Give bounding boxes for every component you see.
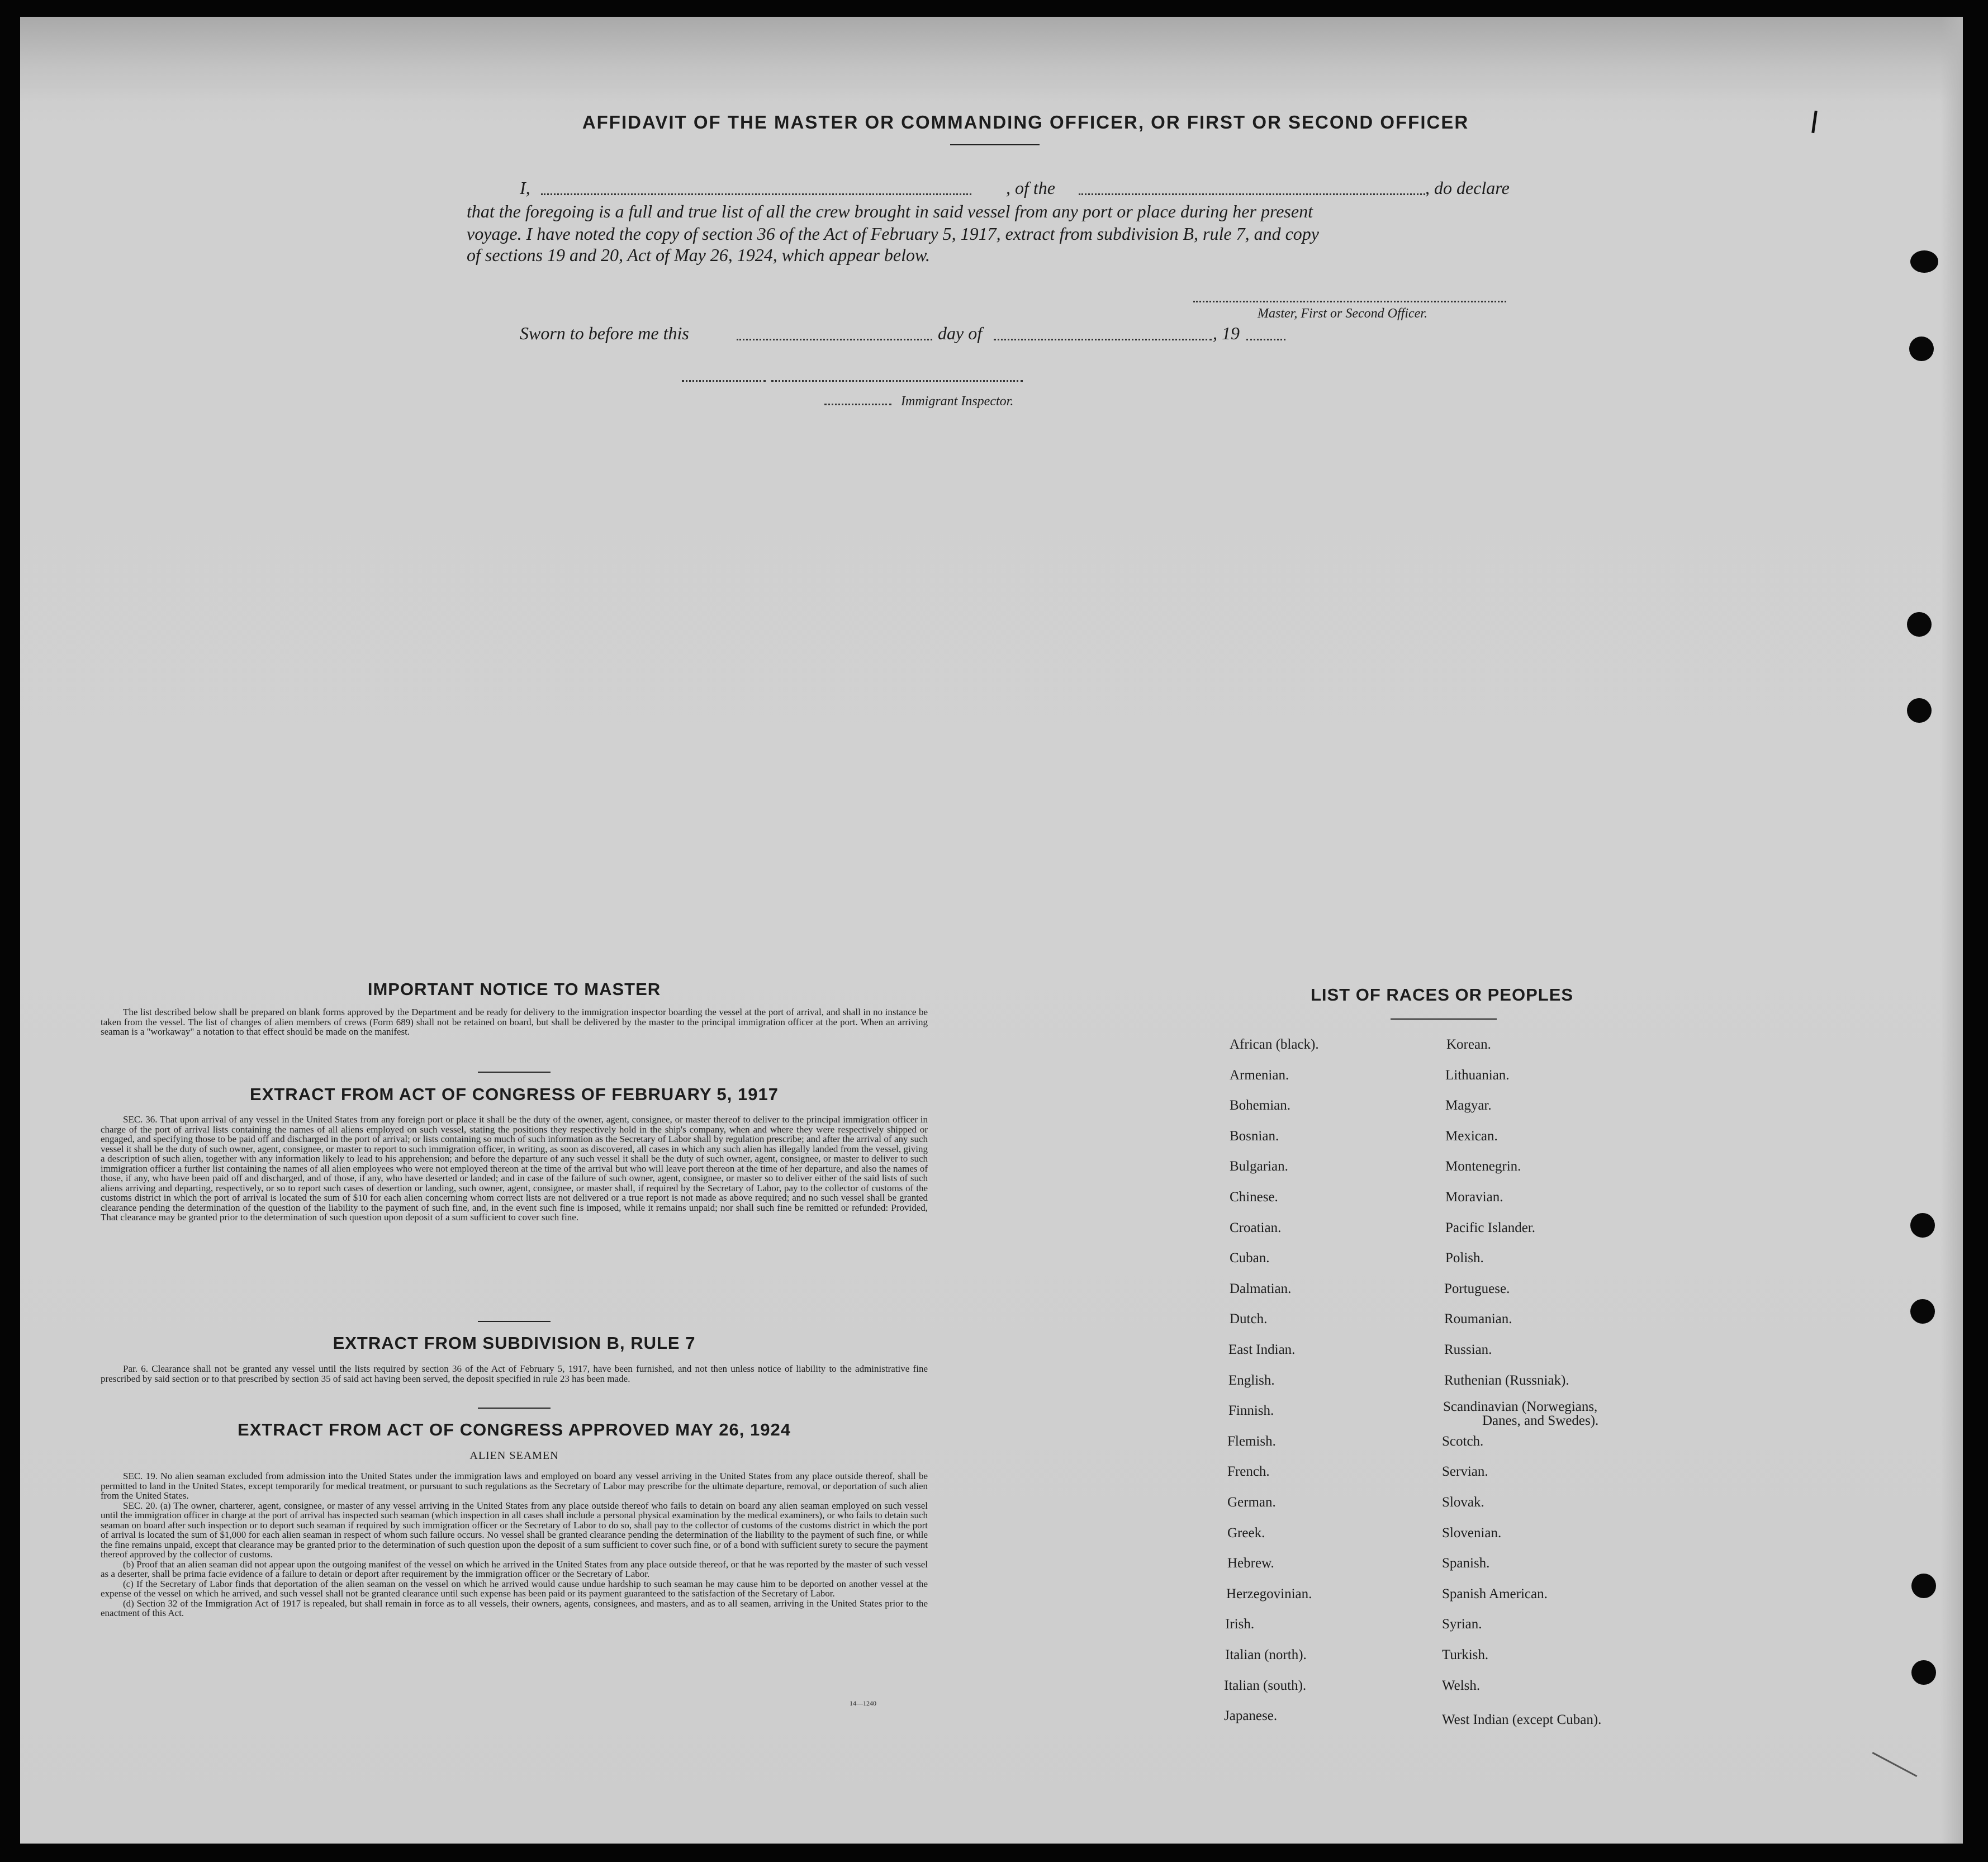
race-item: Japanese. [1224, 1708, 1278, 1723]
race-item: Russian. [1444, 1342, 1492, 1357]
race-item: Slovak. [1442, 1495, 1484, 1510]
race-item: Korean. [1446, 1037, 1491, 1052]
notice-heading: IMPORTANT NOTICE TO MASTER [367, 979, 661, 999]
race-item: English. [1228, 1373, 1275, 1388]
alien-seamen-subheading: ALIEN SEAMEN [469, 1449, 559, 1462]
sec20d-paragraph: (d) Section 32 of the Immigration Act of 1917 is repealed, but shall remain in force as to all vessels, their owners, agents, consignees, and masters, and as to all seamen, arriving in the United States prior to the enactment of this Act. [101, 1598, 928, 1618]
race-item: Bohemian. [1230, 1098, 1291, 1113]
races-rule [1391, 1018, 1497, 1020]
race-item: Herzegovinian. [1226, 1586, 1312, 1602]
punch-hole [1911, 1660, 1936, 1685]
race-item: Chinese. [1230, 1190, 1278, 1205]
sworn-line [520, 323, 1302, 345]
sec19-paragraph: SEC. 19. No alien seaman excluded from admission into the United States under the immigration laws and employed on board any vessel arriving in the United States from any place outside thereof, shall be permitted to land in the United States, except temporarily for medical treatment, or pursuant to such regulations as the Secretary of Labor may prescribe for the ultimate departure, removal, or deportation of such alien from the United States. [101, 1471, 928, 1501]
sec20b-paragraph: (b) Proof that an alien seaman did not appear upon the outgoing manifest of the vessel on which he arrived in the United States from any place outside thereof, or that he was reported by the master of such vessel as a deserter, shall be prima facie evidence of a failure to detain or deport after requirement by the immigration officer or the Secretary of Labor. [101, 1558, 928, 1579]
extract-1917-text [101, 1115, 928, 1223]
extract-1924-heading: EXTRACT FROM ACT OF CONGRESS APPROVED MAY 26, 1924 [238, 1420, 791, 1439]
race-item: Slovenian. [1442, 1525, 1502, 1541]
race-item: German. [1227, 1495, 1276, 1510]
race-item: Mexican. [1445, 1129, 1498, 1144]
race-item: Cuban. [1230, 1250, 1270, 1266]
section-rule [478, 1408, 551, 1409]
inspector-signature-field-2[interactable] [771, 380, 1023, 382]
affidavit-line-3: voyage. I have noted the copy of section 36 of the Act of February 5, 1917, extract from subdivision B, rule 7, and copy [467, 224, 1319, 244]
race-item: Turkish. [1442, 1647, 1489, 1662]
par6-paragraph: Par. 6. Clearance shall not be granted any vessel until the lists required by section 36 of the Act of February 5, 1917, have been furnished, and not then unless notice of liability to the administrative fine prescribed by said section or to that prescribed by section 35 of said act having been served, the deposit specified in rule 23 has been made. [101, 1363, 928, 1384]
vessel-name-field[interactable] [1079, 193, 1425, 195]
race-item: Scandinavian (Norwegians, [1443, 1399, 1598, 1414]
race-item: Bosnian. [1230, 1129, 1279, 1144]
race-item: Italian (north). [1225, 1647, 1307, 1662]
affidavit-line-4: of sections 19 and 20, Act of May 26, 1924, which appear below. [467, 245, 930, 265]
inspector-caption: Immigrant Inspector. [901, 394, 1014, 409]
title-rule [950, 144, 1040, 145]
race-item: Spanish American. [1442, 1586, 1548, 1602]
race-item: East Indian. [1228, 1342, 1296, 1357]
master-signature-caption: Master, First or Second Officer. [1258, 306, 1427, 321]
race-item: Croatian. [1230, 1220, 1282, 1235]
master-signature-field[interactable] [1193, 301, 1506, 302]
extract-rule7-heading: EXTRACT FROM SUBDIVISION B, RULE 7 [333, 1333, 696, 1353]
declarant-label: I, [520, 178, 530, 198]
race-item: Dalmatian. [1230, 1281, 1292, 1296]
race-item: Portuguese. [1444, 1281, 1510, 1296]
declare-label: , do declare [1425, 178, 1510, 198]
inspector-signature-prefix[interactable] [824, 404, 891, 405]
sec20a-paragraph: SEC. 20. (a) The owner, charterer, agent, consignee, or master of any vessel arriving in the United States from any place outside thereof who fails to detain on board any alien seaman employed on such vessel until the immigration officer in charge at the port of arrival has inspected such seaman (which inspection in all cases shall include a personal physical examination by the medical examiners), or who fails to detain such seaman on board after such inspection or to deport such seaman if required by such immigration officer or the Secretary of Labor to do so, shall pay to the collector of customs of the customs district in which the port of arrival is located the sum of $1,000 for each alien seaman in respect of whom such failure occurs. No vessel shall be granted clearance pending the determination of the liability to the payment of such fine, or while the fine remains unpaid, except that clearance may be granted prior to the determination of such question upon the deposit of a sum sufficient to cover such fine, or of a bond with sufficient surety to secure the payment thereof approved by the collector of customs. [101, 1500, 928, 1560]
race-item: Flemish. [1227, 1434, 1276, 1449]
race-item: Lithuanian. [1445, 1068, 1510, 1083]
race-item: Irish. [1225, 1617, 1255, 1632]
race-item: Armenian. [1230, 1068, 1289, 1083]
race-item: Danes, and Swedes). [1482, 1413, 1599, 1428]
sworn-label: Sworn to before me this [520, 323, 689, 343]
race-item: Pacific Islander. [1445, 1220, 1536, 1235]
sworn-year-field[interactable] [1246, 339, 1285, 340]
declarant-name-field[interactable] [541, 193, 971, 195]
race-item: Finnish. [1228, 1403, 1274, 1418]
races-heading: LIST OF RACES OR PEOPLES [1310, 985, 1574, 1005]
vessel-label: , of the [1006, 178, 1055, 198]
race-item: Spanish. [1442, 1556, 1490, 1571]
race-item: Roumanian. [1444, 1311, 1512, 1326]
race-item: Greek. [1227, 1525, 1265, 1541]
extract-1917-heading: EXTRACT FROM ACT OF CONGRESS OF FEBRUARY 5, 1917 [250, 1084, 779, 1104]
sworn-month-field[interactable] [994, 339, 1212, 340]
race-item: Bulgarian. [1230, 1159, 1288, 1174]
race-item: Ruthenian (Russniak). [1444, 1373, 1569, 1388]
race-item: Hebrew. [1227, 1556, 1274, 1571]
race-item: Welsh. [1442, 1678, 1481, 1693]
race-item: Magyar. [1445, 1098, 1492, 1113]
punch-hole [1910, 250, 1938, 273]
punch-hole [1910, 1213, 1935, 1238]
notice-paragraph: The list described below shall be prepared on blank forms approved by the Department and be ready for delivery to the immigration inspector boarding the vessel at the port of arrival, and shall in no instance be taken from the vessel. The list of changes of alien members of crews (Form 689) shall not be retained on board, but shall be delivered by the master to the principal immigration officer at the port. When an arriving seaman is a "workaway" a notation to that effect should be made on the manifest. [101, 1007, 928, 1037]
race-item: French. [1227, 1464, 1270, 1479]
form-number: 14—1240 [850, 1699, 876, 1707]
extract-rule7-text [101, 1364, 928, 1384]
race-item: Servian. [1442, 1464, 1488, 1479]
punch-hole [1907, 612, 1932, 637]
punch-hole [1909, 337, 1934, 361]
punch-hole [1911, 1574, 1936, 1598]
affidavit-line-2: that the foregoing is a full and true list of all the crew brought in said vessel from any port or place during her present [467, 201, 1313, 221]
inspector-signature-field[interactable] [682, 380, 766, 382]
race-item: Syrian. [1442, 1617, 1482, 1632]
punch-hole [1910, 1299, 1935, 1324]
affidavit-title: AFFIDAVIT OF THE MASTER OR COMMANDING OFFICER, OR FIRST OR SECOND OFFICER [582, 112, 1469, 132]
sec36-paragraph: SEC. 36. That upon arrival of any vessel in the United States from any foreign port or place it shall be the duty of the owner, agent, consignee, or master thereof to deliver to the principal immigration officer in charge of the port of arrival lists containing the names of all aliens employed on such vessel, stating the positions they respectively hold in the ship's company, when and where they were respectively shipped or engaged, and specifying those to be paid off and discharged in the port of arrival; or lists containing so much of such information as the Secretary of Labor shall by regulation prescribe; and after the arrival of any such vessel it shall be the duty of such owner, agent, consignee, or master to report to such immigration officer, in writing, as soon as discovered, all cases in which any such alien has illegally landed from the vessel, giving a description of such alien, together with any information likely to lead to his apprehension; and before the departure of any such vessel it shall be the duty of such owner, agent, consignee, or master to deliver to such immigration officer a further list containing the names of all alien employees who were not employed thereon at the time of the arrival but who will leave port thereon at the time of her departure, and also the names of those, if any, who have been paid off and discharged, and of those, if any, who have deserted or landed; and in case of the failure of such owner, agent, consignee, or master so to deliver either of the said lists of such aliens arriving and departing, respectively, or so to report such cases of desertion or landing, such owner, agent, consignee, or master shall, if required by the Secretary of Labor, pay to the collector of customs of the customs district in which the port of arrival is located the sum of $10 for each alien concerning whom correct lists are not delivered or a true report is not made as above required; and no such vessel shall be granted clearance pending the determination of the question of the liability to the payment of such fine, and, in the event such fine is imposed, while it remains unpaid; nor shall such fine be remitted or refunded: Provided, That clearance may be granted prior to the determination of such question upon deposit of a sum sufficient to cover such fine. [101, 1114, 928, 1223]
punch-hole [1907, 698, 1932, 723]
sec20c-paragraph: (c) If the Secretary of Labor finds that deportation of the alien seaman on the vessel on which he arrived would cause undue hardship to such seaman he may cause him to be deported on another vessel at the expense of the vessel on which he arrived, and such vessel shall not be granted clearance until such expense has been paid or its payment guaranteed to the satisfaction of the Secretary of Labor. [101, 1578, 928, 1599]
year-label: , 19 [1213, 323, 1240, 343]
day-of-label: day of [938, 323, 983, 343]
race-item: Scotch. [1442, 1434, 1484, 1449]
race-item: Moravian. [1445, 1190, 1503, 1205]
race-item: Dutch. [1230, 1311, 1268, 1326]
notice-text [101, 1007, 928, 1037]
sworn-day-field[interactable] [737, 339, 932, 340]
section-rule [478, 1072, 551, 1073]
scan-shadow [20, 17, 1963, 101]
race-item: Montenegrin. [1445, 1159, 1521, 1174]
race-item: Italian (south). [1224, 1678, 1307, 1693]
race-item: Polish. [1445, 1250, 1484, 1266]
race-item: African (black). [1230, 1037, 1319, 1052]
race-item: West Indian (except Cuban). [1442, 1712, 1602, 1727]
scan-edge-shadow [1940, 17, 1963, 1844]
extract-1924-text [101, 1471, 928, 1618]
section-rule [478, 1321, 551, 1322]
affidavit-line-1 [520, 178, 1543, 200]
